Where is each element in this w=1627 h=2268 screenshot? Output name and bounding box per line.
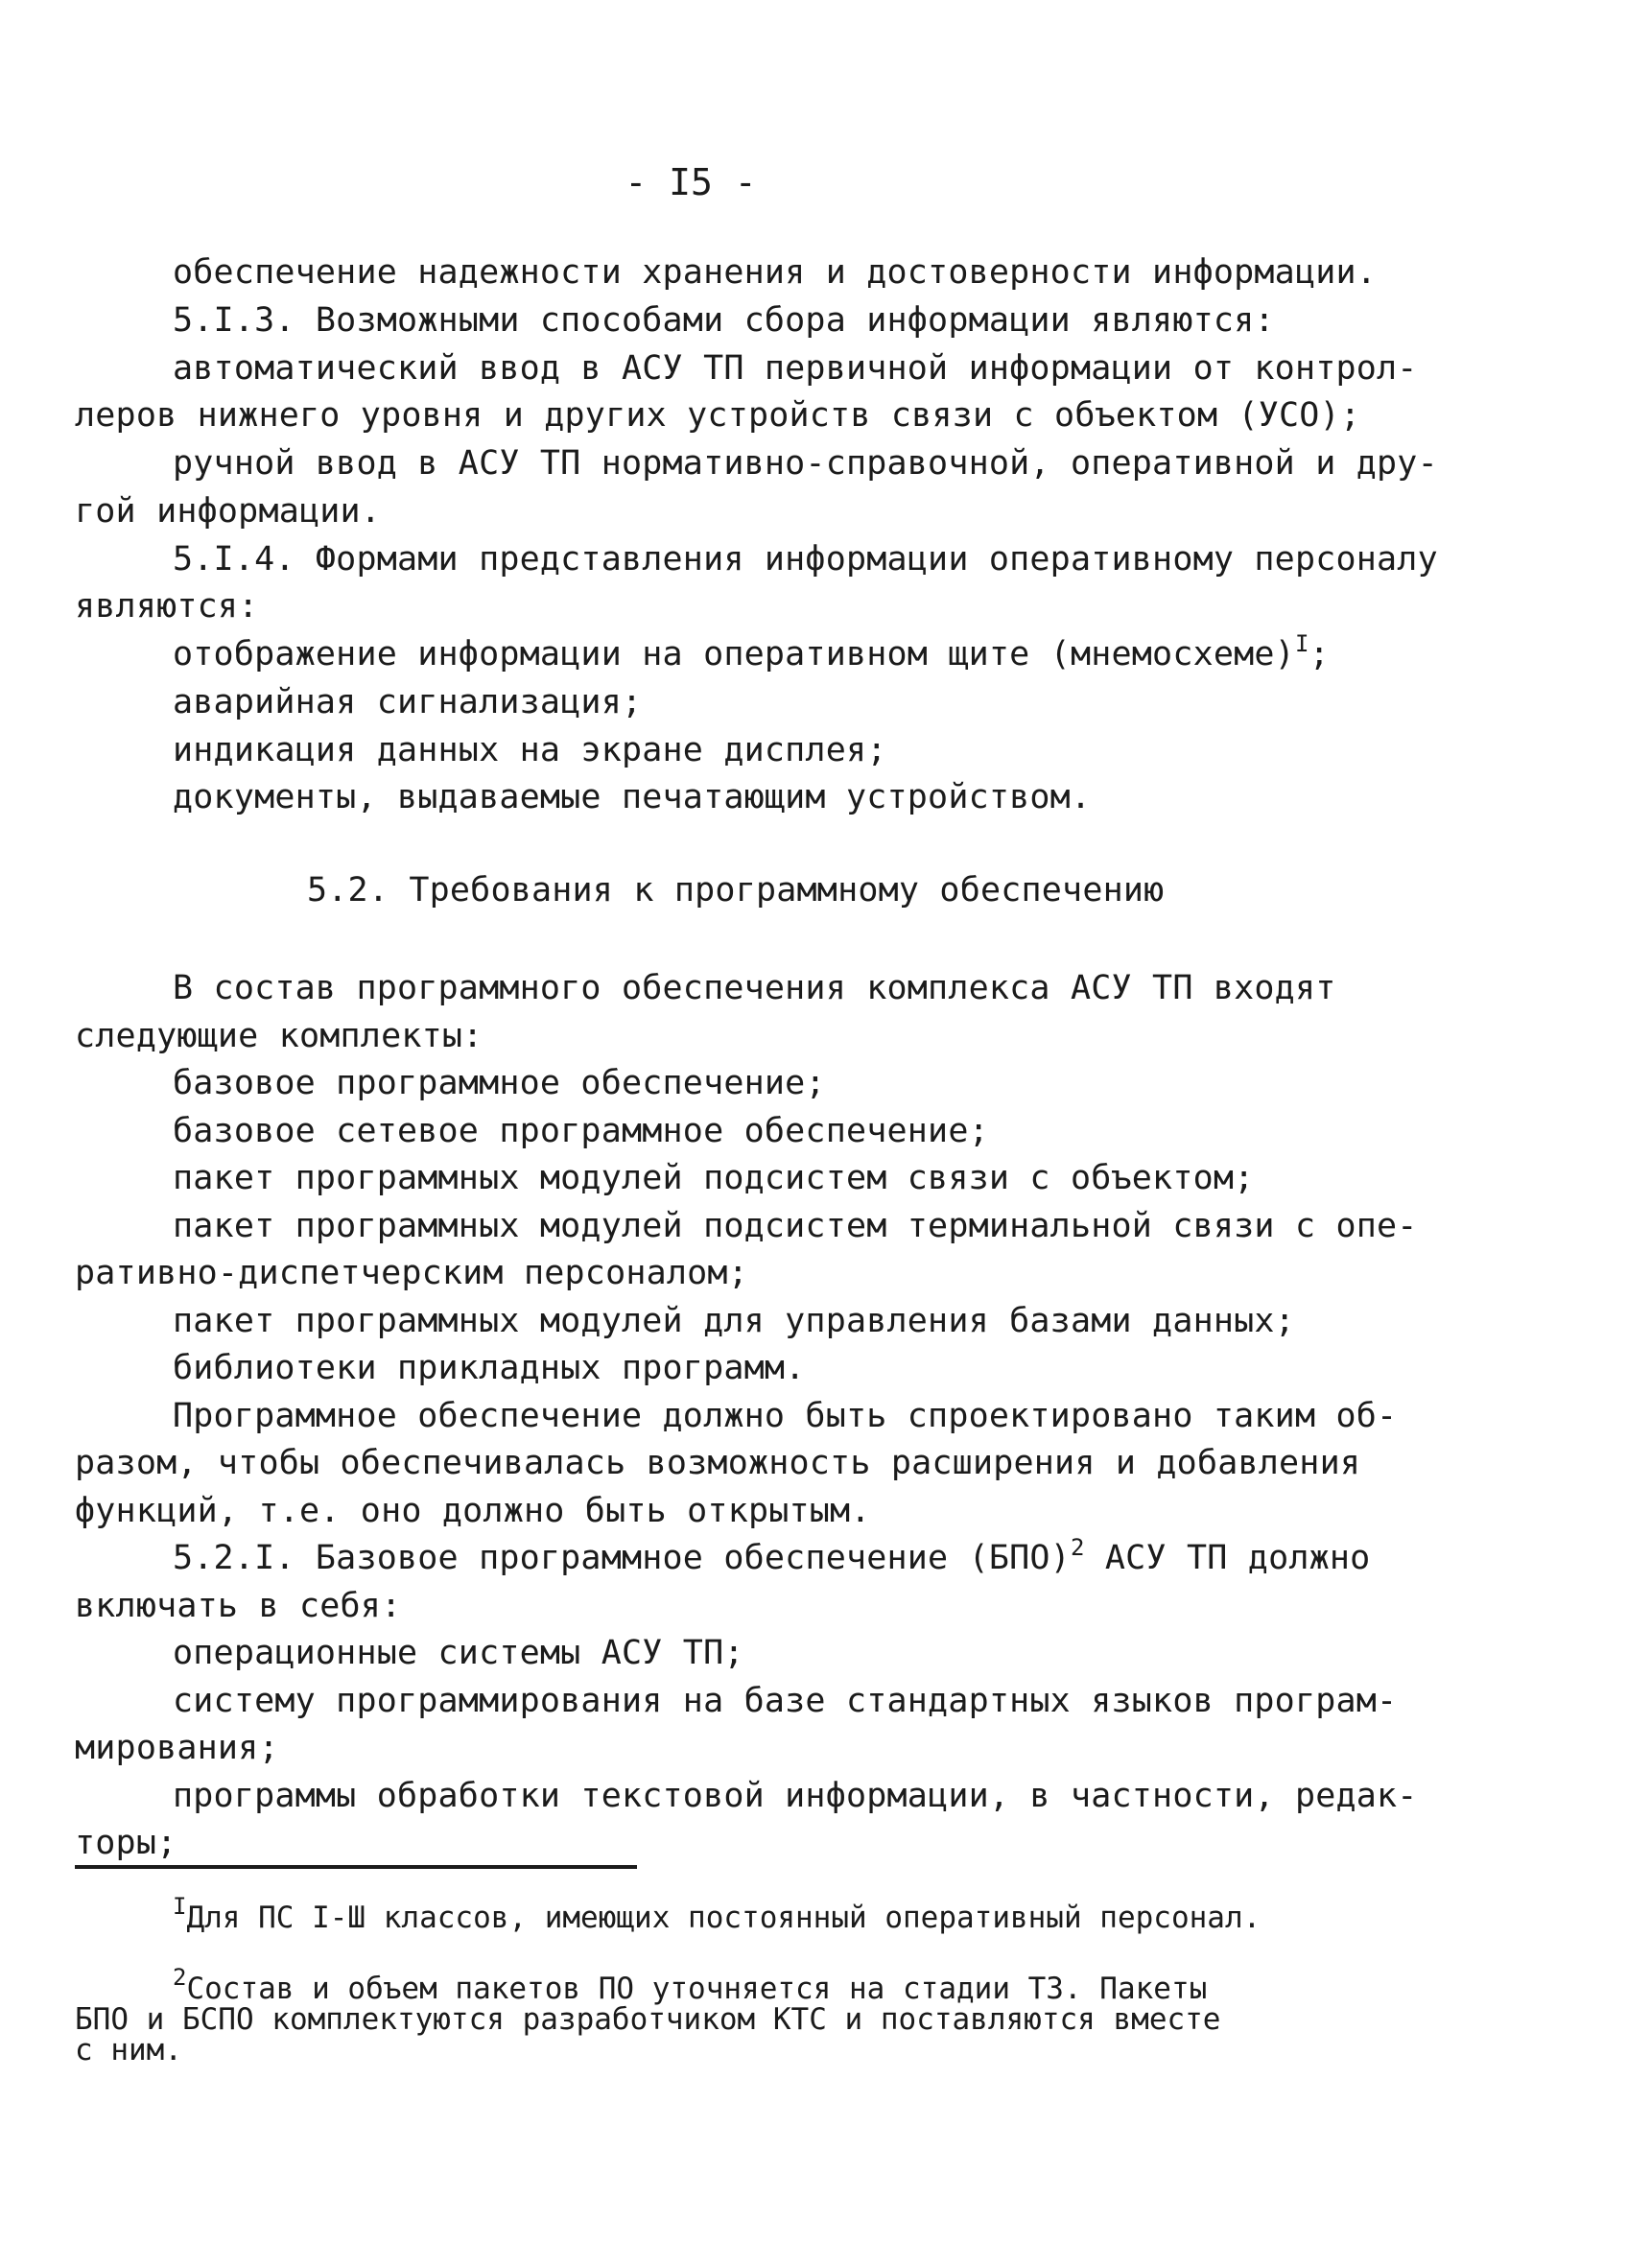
text-line: обеспечение надежности хранения и достоверности информации. [173,253,1378,292]
text-line: включать в себя: [75,1587,402,1625]
text-segment: отображение информации на оперативном щите (мнемосхеме) [173,635,1295,673]
text-line: Программное обеспечение должно быть спроектировано таким об- [173,1397,1398,1435]
text-line: аварийная сигнализация; [173,683,643,721]
text-line: пакет программных модулей подсистем связи с объектом; [173,1159,1255,1197]
text-line: базовое сетевое программное обеспечение; [173,1112,989,1150]
text-line: гой информации. [75,492,382,531]
text-segment: АСУ ТП должно [1084,1539,1371,1577]
footnote-2-line: БПО и БСПО комплектуются разработчиком КТС и поставляются вместе [75,2002,1221,2037]
text-segment: 5.2.I. Базовое программное обеспечение (БПО) [173,1539,1071,1577]
text-line: разом, чтобы обеспечивалась возможность расширения и добавления [75,1444,1361,1482]
text-line: пакет программных модулей для управления базами данных; [173,1302,1295,1340]
text-segment: ; [1309,635,1330,673]
text-line: функций, т.е. оно должно быть открытым. [75,1492,871,1530]
footnote-text: Для ПС I-Ш классов, имеющих постоянный оперативный персонал. [186,1901,1262,1935]
footnote-1 [173,1893,1262,1935]
text-line: автоматический ввод в АСУ ТП первичной информации от контрол- [173,349,1418,388]
footnote-ref-1: I [1294,630,1309,657]
footnote-divider [75,1865,637,1869]
text-line: базовое программное обеспечение; [173,1064,826,1102]
footnote-text: Состав и объем пакетов ПО уточняется на стадии ТЗ. Пакеты [186,1972,1208,2006]
footnote-mark: I [173,1893,187,1920]
text-line: ручной ввод в АСУ ТП нормативно-справочной, оперативной и дру- [173,444,1438,483]
footnote-ref-2: 2 [1070,1534,1085,1561]
text-line: систему программирования на базе стандартных языков програм- [173,1682,1398,1720]
text-line [173,1534,1371,1577]
text-line: пакет программных модулей подсистем терминальной связи с опе- [173,1207,1418,1245]
text-line: библиотеки прикладных программ. [173,1349,806,1387]
section-heading: 5.2. Требования к программному обеспечению [307,871,1165,910]
text-line: следующие комплекты: [75,1017,483,1055]
text-line: являются: [75,587,259,626]
text-line: операционные системы АСУ ТП; [173,1634,744,1672]
text-line: 5.I.3. Возможными способами сбора информации являются: [173,301,1275,340]
text-line: индикация данных на экране дисплея; [173,731,887,769]
text-line: В состав программного обеспечения комплекса АСУ ТП входят [173,969,1336,1007]
text-line: ративно-диспетчерским персоналом; [75,1254,748,1292]
footnote-mark: 2 [173,1964,187,1991]
footnote-2 [173,1964,1208,2006]
text-line: документы, выдаваемые печатающим устройством. [173,778,1092,816]
footnote-2-line: с ним. [75,2033,182,2067]
page-number: - I5 - [625,161,757,203]
text-line: 5.I.4. Формами представления информации оперативному персоналу [173,540,1438,579]
text-line: мирования; [75,1729,279,1767]
text-line [173,630,1330,673]
text-line: леров нижнего уровня и других устройств связи с объектом (УСО); [75,396,1361,435]
text-line: торы; [75,1824,177,1862]
text-line: программы обработки текстовой информации, в частности, редак- [173,1777,1418,1815]
